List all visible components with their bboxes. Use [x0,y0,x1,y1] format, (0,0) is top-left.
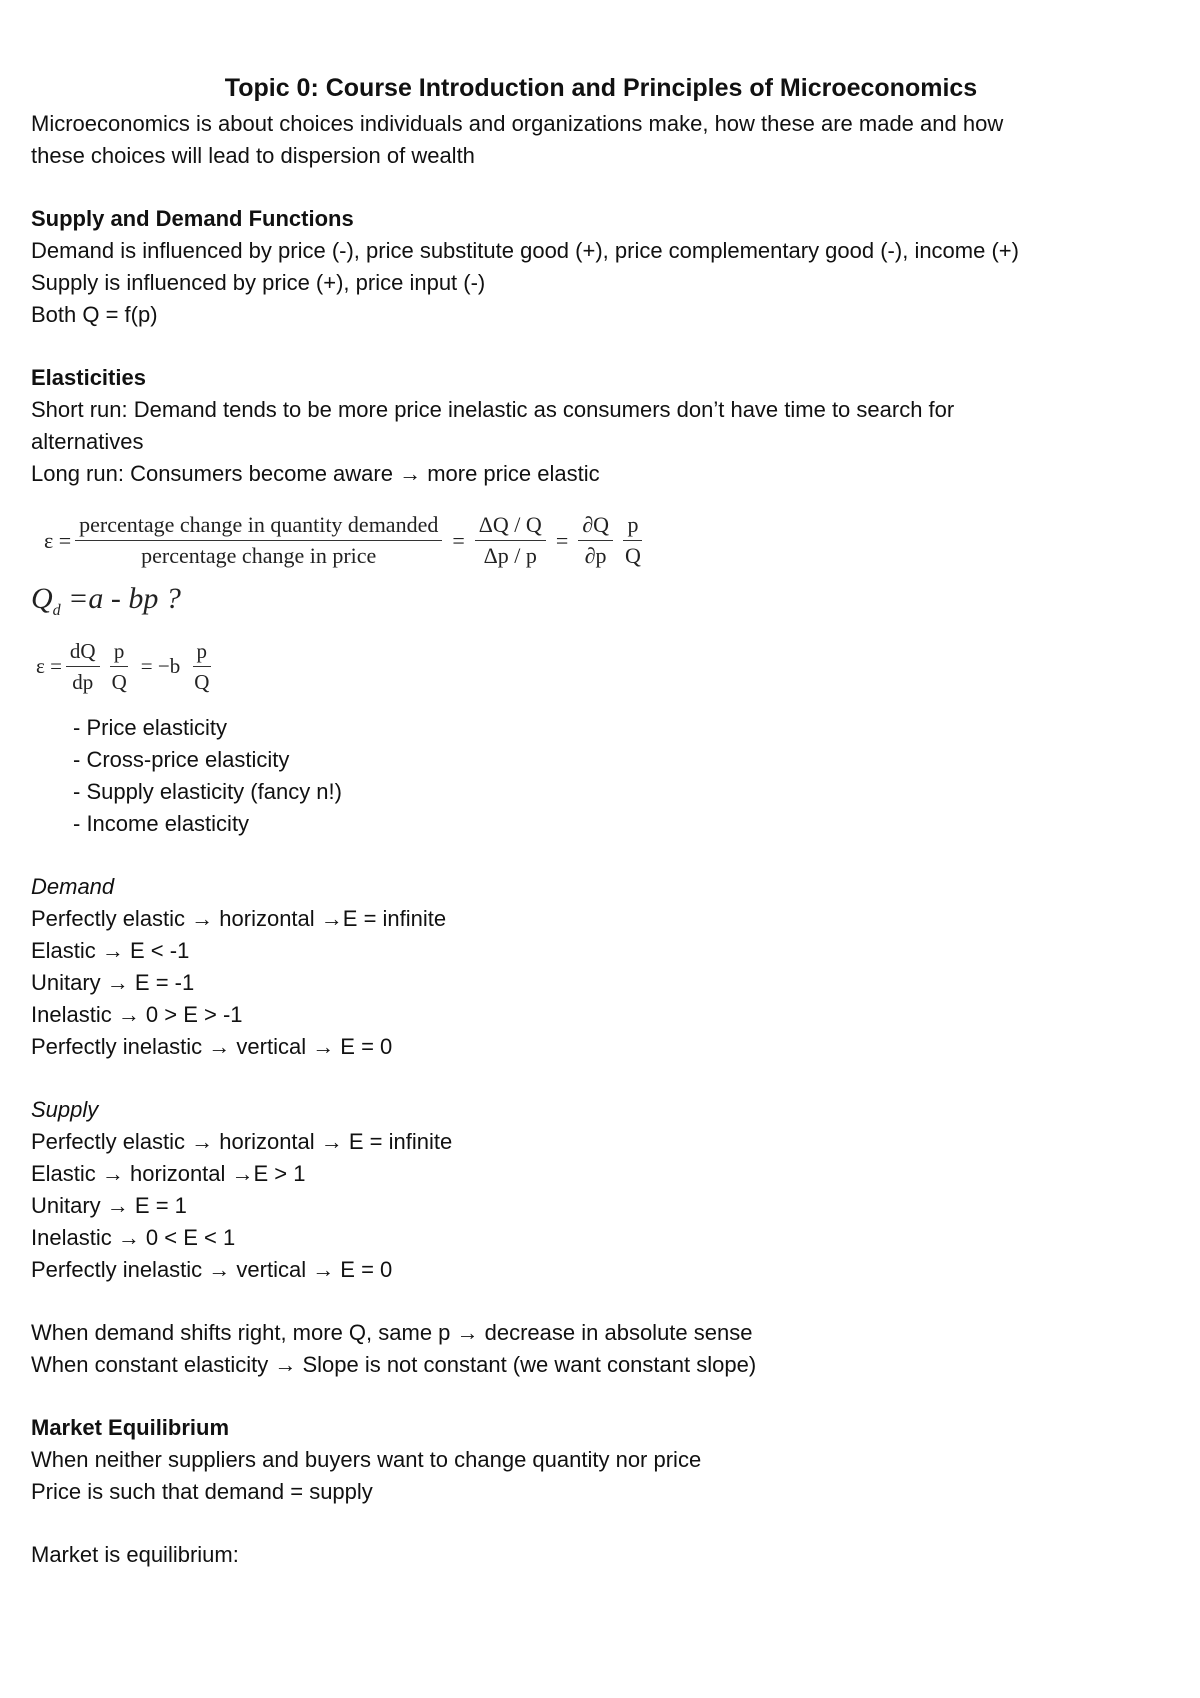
supply-line: Inelastic → 0 < E < 1 [31,1225,236,1250]
linear-demand-expression: =a - bp ? [60,582,181,615]
supply-line: Perfectly inelastic → vertical → E = 0 [31,1257,393,1282]
formula-numerator: percentage change in quantity demanded [75,512,442,541]
demand-line: Perfectly elastic → horizontal →E = infinite [31,906,447,931]
equilibrium-line-2: Price is such that demand = supply [31,1479,373,1504]
quantity-symbol: Q [31,582,53,615]
elasticities-line-2: alternatives [31,429,144,454]
elasticities-line-3: Long run: Consumers become aware → more price elastic [31,461,600,486]
shift-line-1: When demand shifts right, more Q, same p → decrease in absolute sense [31,1320,753,1345]
formula-denominator: Q [625,543,641,568]
formula-denominator: ∂p [584,543,607,568]
intro-line-2: these choices will lead to dispersion of wealth [31,143,475,168]
formula-denominator: Δp / p [483,543,537,568]
formula-denominator: dp [72,670,94,694]
equals-sign: = [452,527,465,553]
epsilon-symbol: ε = [36,654,62,678]
demand-subscript: d [52,602,61,619]
elasticity-definition-formula [31,512,1171,582]
linear-demand-formula [31,582,1171,638]
formula-denominator: Q [194,670,210,694]
formula-numerator: ∂Q [578,512,613,541]
equilibrium-line-3: Market is equilibrium: [31,1542,239,1567]
formula-denominator: Q [111,670,127,694]
subheading-supply: Supply [31,1097,99,1122]
list-item: - Supply elasticity (fancy n!) [73,779,342,804]
demand-line: Inelastic → 0 > E > -1 [31,1002,243,1027]
intro-line-1: Microeconomics is about choices individuals and organizations make, how these are made and how [31,111,1004,136]
supply-demand-line-3: Both Q = f(p) [31,302,158,327]
formula-numerator: p [110,638,129,667]
supply-line: Unitary → E = 1 [31,1193,187,1218]
demand-line: Unitary → E = -1 [31,970,195,995]
list-item: - Price elasticity [73,715,228,740]
epsilon-symbol: ε = [44,527,72,553]
shift-line-2: When constant elasticity → Slope is not constant (we want constant slope) [31,1352,757,1377]
demand-line: Perfectly inelastic → vertical → E = 0 [31,1034,393,1059]
supply-line: Elastic → horizontal →E > 1 [31,1161,306,1186]
page-title: Topic 0: Course Introduction and Principles of Microeconomics [224,74,978,102]
formula-numerator: p [193,638,212,667]
elasticities-line-1: Short run: Demand tends to be more price inelastic as consumers don’t have time to search for [31,397,955,422]
elasticity-types-list [31,712,1171,840]
formula-numerator: p [623,512,642,541]
subheading-demand: Demand [31,874,115,899]
document-page [31,72,1171,1571]
section-heading-market-equilibrium: Market Equilibrium [31,1415,230,1440]
equals-sign: = [555,527,569,553]
supply-demand-line-2: Supply is influenced by price (+), price input (-) [31,270,486,295]
equilibrium-line-1: When neither suppliers and buyers want to change quantity nor price [31,1447,702,1472]
list-item: - Cross-price elasticity [73,747,290,772]
linear-elasticity-formula [31,638,1171,694]
section-heading-supply-demand: Supply and Demand Functions [31,206,354,231]
section-heading-elasticities: Elasticities [31,365,146,390]
formula-numerator: dQ [66,638,100,667]
formula-numerator: ΔQ / Q [475,512,546,541]
formula-middle: = −b [140,654,181,678]
list-item: - Income elasticity [73,811,250,836]
demand-line: Elastic → E < -1 [31,938,190,963]
supply-demand-line-1: Demand is influenced by price (-), price substitute good (+), price complementary good (-), income (+) [31,238,1019,263]
supply-line: Perfectly elastic → horizontal → E = infinite [31,1129,453,1154]
formula-denominator: percentage change in price [141,543,377,568]
